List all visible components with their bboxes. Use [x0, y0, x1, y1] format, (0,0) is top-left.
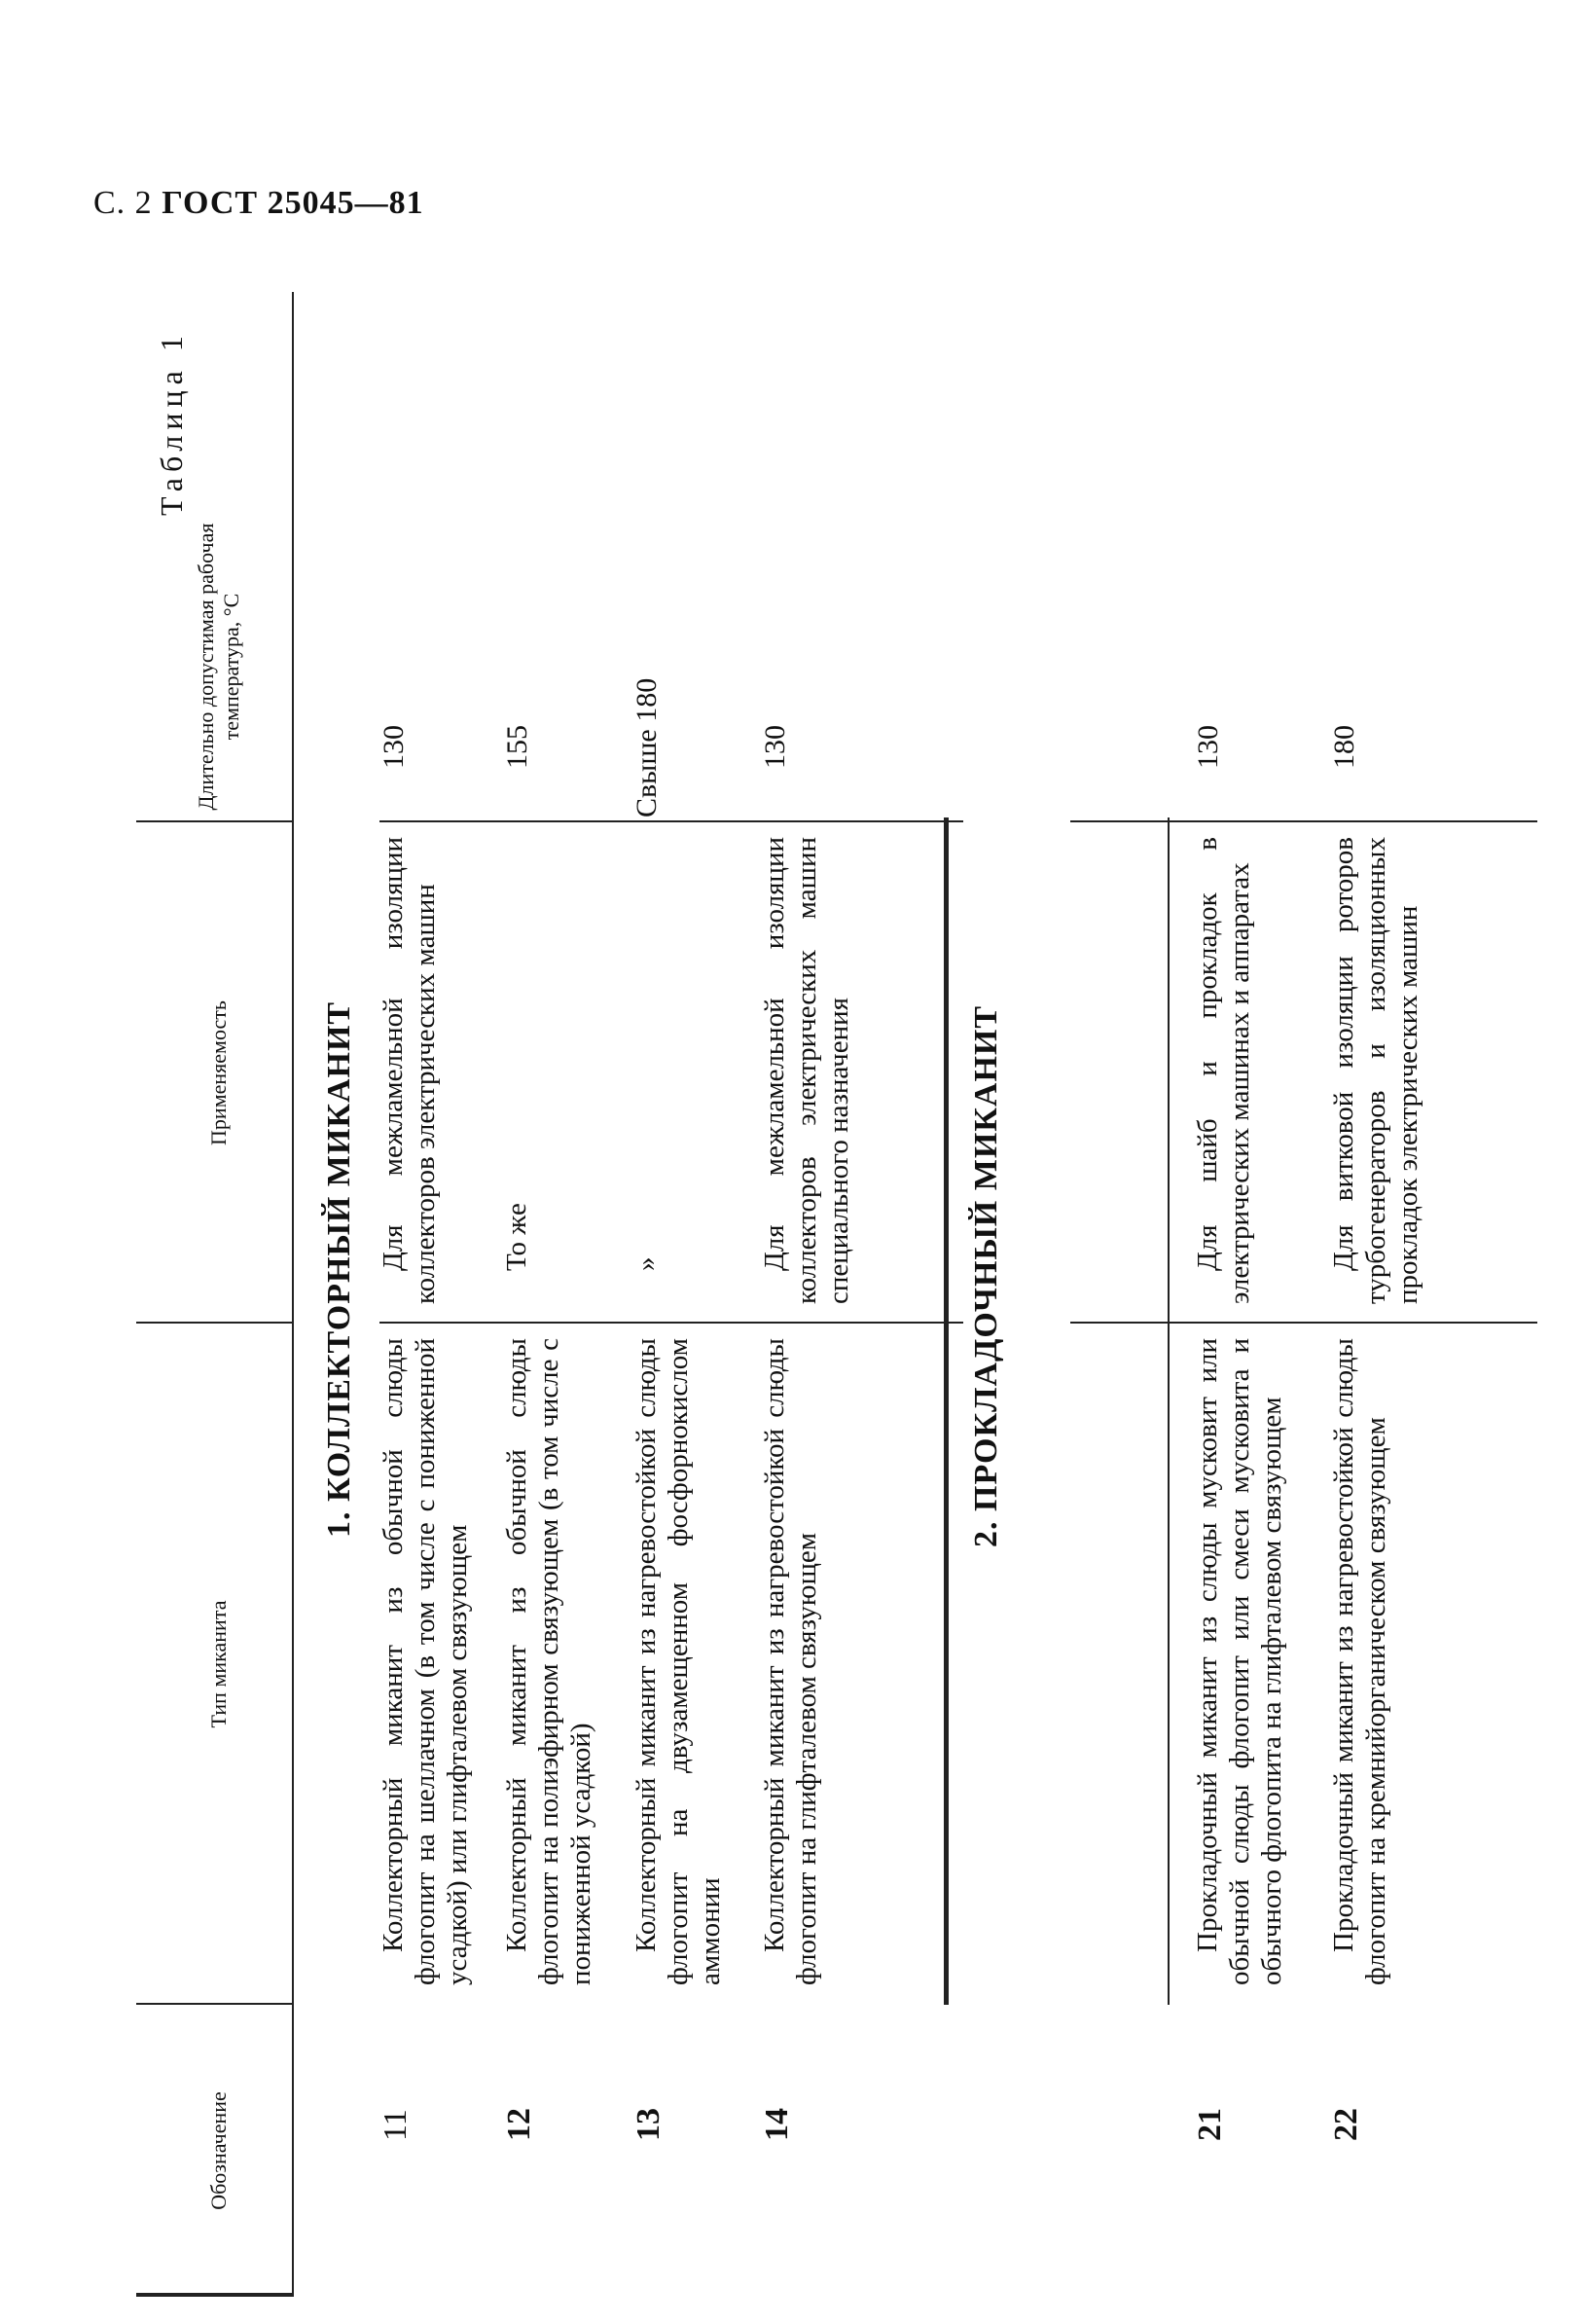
application-21: Для шайб и прокладок в электрических машинах и аппаратах	[1192, 837, 1255, 1304]
application-11: Для межламельной изоляции коллекторов электрических машин	[378, 837, 441, 1304]
temp-22: 180	[1328, 725, 1360, 769]
section-2-title: 2. ПРОКЛАДОЧНЫЙ МИКАНИТ	[968, 1004, 1004, 1547]
section-1-title: 1. КОЛЛЕКТОРНЫЙ МИКАНИТ	[321, 1000, 357, 1538]
type-12: Коллекторный миканит из обычной слюды флогопит на полиэфирном связующем (в том числе с пониженной усадкой)	[501, 1338, 596, 1985]
rotated-table	[136, 253, 1576, 2297]
sec1-divider-a	[379, 1322, 963, 1324]
header-application: Применяемость	[206, 1000, 231, 1145]
type-14: Коллекторный миканит из нагревостойкой слюды флогопит на глифталевом связующем	[759, 1338, 822, 1985]
sec1-bottom-rule	[944, 817, 949, 2005]
sec1-divider-b	[379, 820, 963, 822]
temp-14: 130	[759, 725, 791, 769]
code-22: 22	[1328, 2108, 1364, 2141]
application-22: Для витковой изоляции роторов турбогенераторов и изоляционных прокладок электрических машин	[1328, 837, 1423, 1304]
sec2-divider-a	[1070, 1322, 1537, 1324]
col-divider-1	[136, 2003, 292, 2005]
temp-21: 130	[1192, 725, 1224, 769]
page-number: С. 2	[93, 185, 153, 221]
application-14: Для межламельной изоляции коллекторов электрических машин специального назначения	[759, 837, 854, 1304]
header-type: Тип миканита	[206, 1600, 231, 1728]
type-22: Прокладочный миканит из нагревостойкой слюды флогопит на кремнийорганическом связующем	[1328, 1338, 1391, 1985]
temp-11: 130	[378, 725, 410, 769]
col-divider-2	[136, 1322, 292, 1324]
header-rule	[292, 292, 294, 2297]
temp-12: 155	[501, 725, 533, 769]
code-14: 14	[759, 2108, 795, 2141]
code-13: 13	[630, 2108, 666, 2141]
type-21: Прокладочный миканит из слюды мусковит или обычной слюды флогопит или смеси мусковита и обычного флогопита на глифталевом связующем	[1192, 1338, 1287, 1985]
type-11: Коллекторный миканит из обычной слюды флогопит на шеллачном (в том числе с пониженной усадкой) или глифталевом связующем	[378, 1338, 473, 1985]
header-designation: Обозначение	[206, 2091, 231, 2210]
temp-13: Свыше 180	[630, 677, 663, 817]
col-divider-3	[136, 820, 292, 822]
sec2-top-rule	[1168, 817, 1170, 2005]
code-12: 12	[501, 2108, 537, 2141]
application-13: »	[630, 1256, 662, 1271]
header-left-border	[136, 2293, 292, 2297]
table-caption: Таблица 1	[154, 330, 189, 516]
page-header	[93, 185, 424, 222]
application-12: То же	[501, 1203, 532, 1271]
type-13: Коллекторный миканит из нагревостойкой слюды флогопит на двузамещенном фосфорнокислом аммонии	[630, 1338, 726, 1985]
sec2-divider-b	[1070, 820, 1537, 822]
header-temperature: Длительно допустимая рабочая температура, °С	[194, 523, 243, 811]
code-21: 21	[1192, 2108, 1228, 2141]
standard-number: ГОСТ 25045—81	[162, 185, 424, 221]
code-11: 11	[378, 2109, 414, 2141]
